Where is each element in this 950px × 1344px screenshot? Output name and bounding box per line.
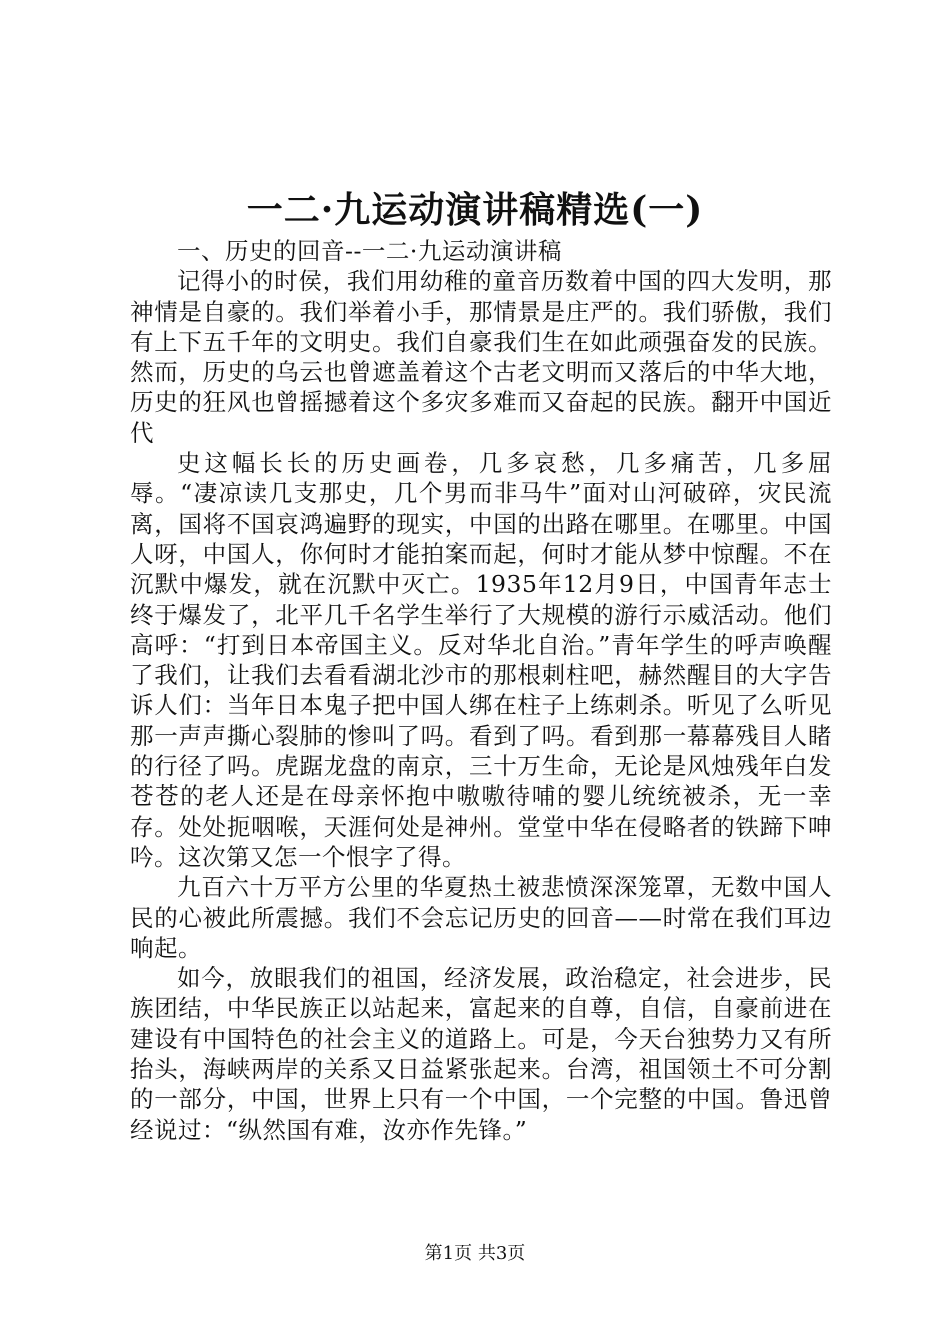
document-body [130, 236, 832, 1145]
document-title: 一二·九运动演讲稿精选(一) [246, 189, 704, 231]
page-number-footer: 第1页 共3页 [424, 1243, 526, 1264]
paragraph: 九百六十万平方公里的华夏热土被悲愤深深笼罩，无数中国人民的心被此所震撼。我们不会忘记历史的回音——时常在我们耳边响起。 [130, 873, 832, 962]
paragraph: 如今，放眼我们的祖国，经济发展，政治稳定，社会进步，民族团结，中华民族正以站起来，富起来的自尊，自信，自豪前进在建设有中国特色的社会主义的道路上。可是，今天台独势力又有所抬头，海峡两岸的关系又日益紧张起来。台湾，祖国领土不可分割的一部分，中国，世界上只有一个中国，一个完整的中国。鲁迅曾经说过：“纵然国有难，汝亦作先锋。” [130, 964, 832, 1144]
paragraph: 记得小的时侯，我们用幼稚的童音历数着中国的四大发明，那神情是自豪的。我们举着小手，那情景是庄严的。我们骄傲，我们有上下五千年的文明史。我们自豪我们生在如此顽强奋发的民族。然而，历史的乌云也曾遮盖着这个古老文明而又落后的中华大地，历史的狂风也曾摇撼着这个多灾多难而又奋起的民族。翻开中国近代 [130, 267, 832, 447]
paragraph: 史这幅长长的历史画卷，几多哀愁，几多痛苦，几多屈辱。“凄凉读几支那史，几个男而非马牛”面对山河破碎，灾民流离，国将不国哀鸿遍野的现实，中国的出路在哪里。在哪里。中国人呀，中国人，你何时才能拍案而起，何时才能从梦中惊醒。不在沉默中爆发，就在沉默中灭亡。1935年12月9日，中国青年志士终于爆发了，北平几千名学生举行了大规模的游行示威活动。他们高呼：“打到日本帝国主义。反对华北自治。”青年学生的呼声唤醒了我们，让我们去看看湖北沙市的那根刺柱吧，赫然醒目的大字告诉人们：当年日本鬼子把中国人绑在柱子上练刺杀。听见了么听见那一声声撕心裂肺的惨叫了吗。看到了吗。看到那一幕幕残目人睹的行径了吗。虎踞龙盘的南京，三十万生命，无论是风烛残年白发苍苍的老人还是在母亲怀抱中嗷嗷待哺的婴儿统统被杀，无一幸存。处处扼咽喉，天涯何处是神州。堂堂中华在侵略者的铁蹄下呻吟。这次第又怎一个恨字了得。 [130, 449, 832, 871]
paragraph-heading: 一、历史的回音--一二·九运动演讲稿 [177, 237, 562, 265]
